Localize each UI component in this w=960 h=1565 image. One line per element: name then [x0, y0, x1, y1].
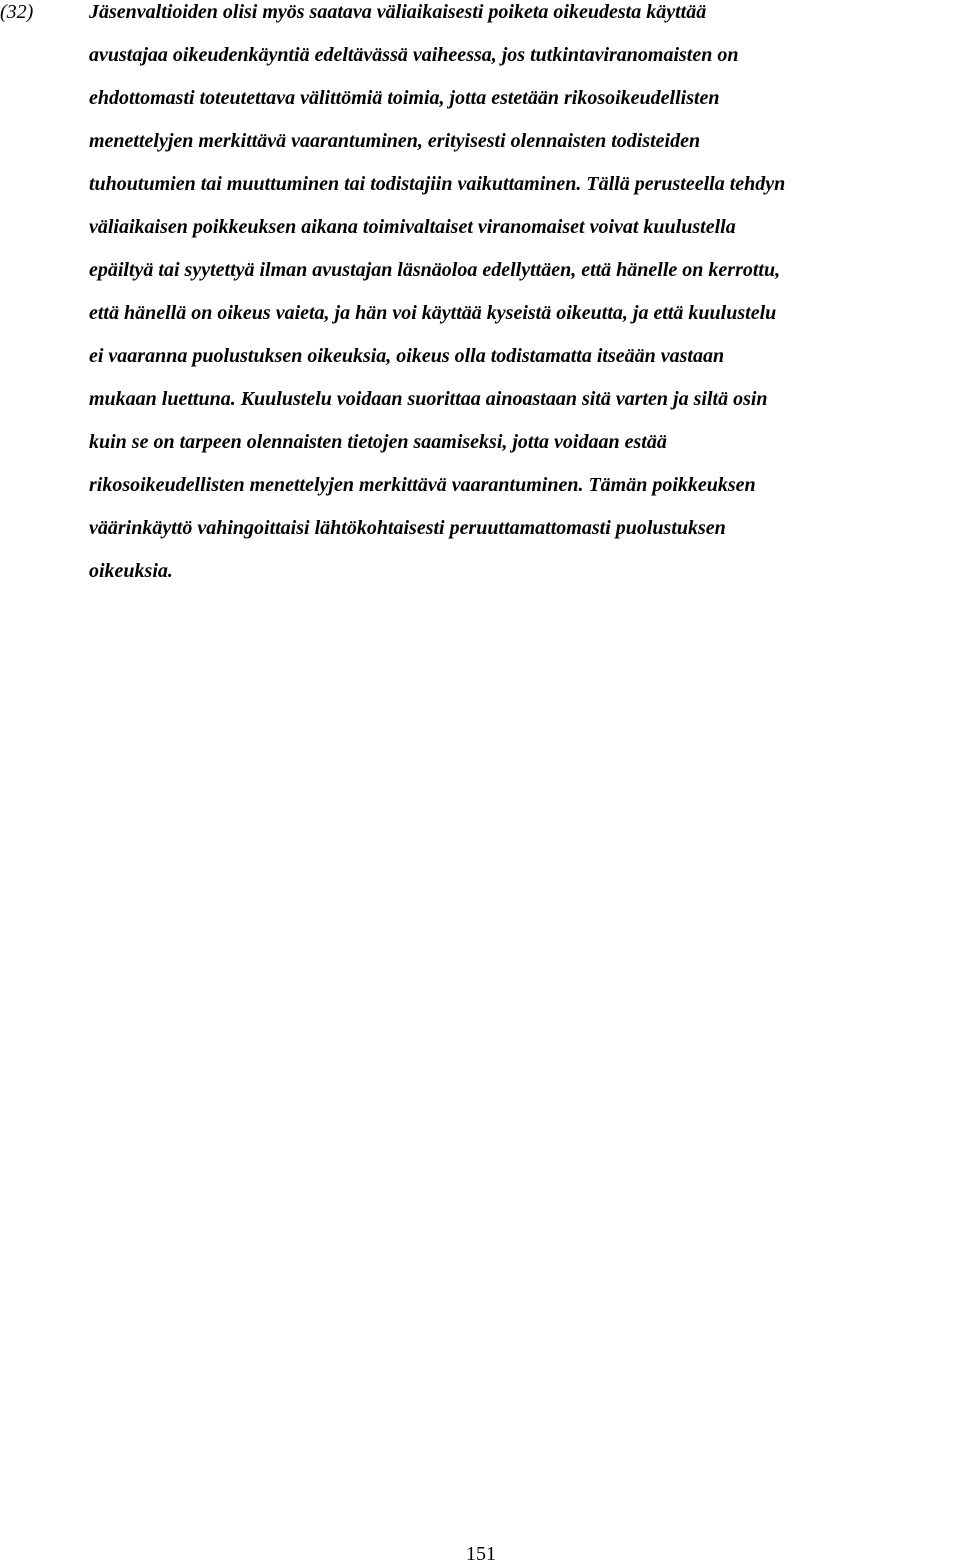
paragraph-line: että hänellä on oikeus vaieta, ja hän voi käyttää kyseistä oikeutta, ja että kuulustelu	[89, 302, 777, 324]
recital-paragraph	[89, 0, 960, 602]
paragraph-line: kuin se on tarpeen olennaisten tietojen saamiseksi, jotta voidaan estää	[89, 431, 667, 453]
paragraph-line: Jäsenvaltioiden olisi myös saatava väliaikaisesti poiketa oikeudesta käyttää	[89, 1, 707, 23]
paragraph-line: väärinkäyttö vahingoittaisi lähtökohtaisesti peruuttamattomasti puolustuksen	[89, 517, 726, 539]
paragraph-line: menettelyjen merkittävä vaarantuminen, erityisesti olennaisten todisteiden	[89, 130, 701, 152]
paragraph-line: rikosoikeudellisten menettelyjen merkittävä vaarantuminen. Tämän poikkeuksen	[89, 474, 756, 496]
paragraph-line: väliaikaisen poikkeuksen aikana toimivaltaiset viranomaiset voivat kuulustella	[89, 216, 736, 238]
recital-number: (32)	[0, 1, 34, 23]
paragraph-line: ehdottomasti toteutettava välittömiä toimia, jotta estetään rikosoikeudellisten	[89, 87, 720, 109]
page-number: 151	[466, 1543, 496, 1565]
paragraph-line: tuhoutumien tai muuttuminen tai todistajiin vaikuttaminen. Tällä perusteella tehdyn	[89, 173, 786, 195]
paragraph-line: ei vaaranna puolustuksen oikeuksia, oikeus olla todistamatta itseään vastaan	[89, 345, 725, 367]
paragraph-line: avustajaa oikeudenkäyntiä edeltävässä vaiheessa, jos tutkintaviranomaisten on	[89, 44, 739, 66]
paragraph-line: mukaan luettuna. Kuulustelu voidaan suorittaa ainoastaan sitä varten ja siltä osin	[89, 388, 768, 410]
paragraph-line: epäiltyä tai syytettyä ilman avustajan läsnäoloa edellyttäen, että hänelle on kerrottu,	[89, 259, 781, 281]
paragraph-line: oikeuksia.	[89, 560, 173, 582]
